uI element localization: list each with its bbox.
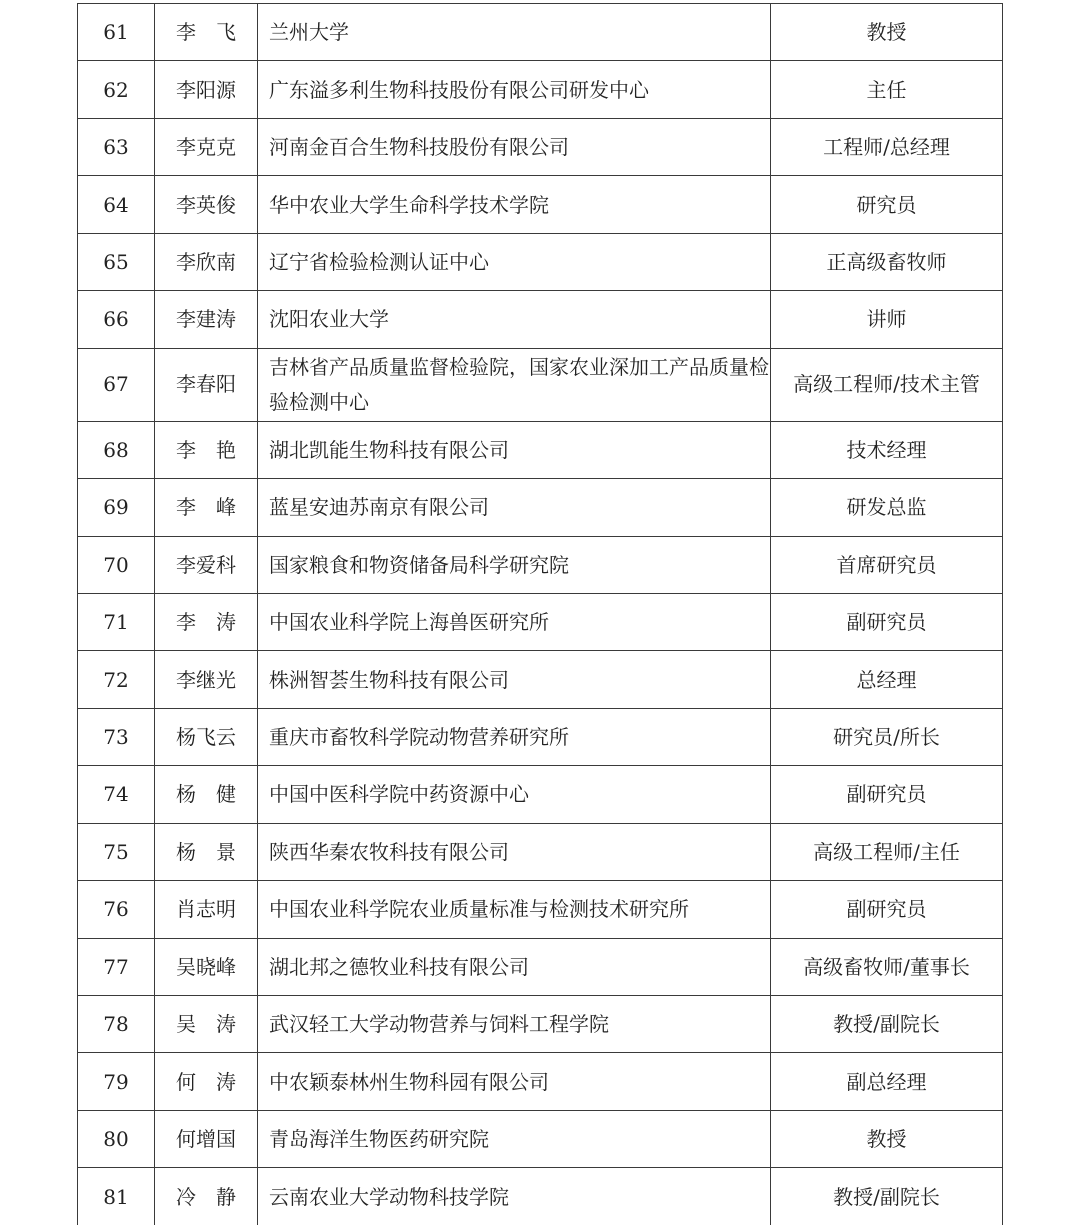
organization: 云南农业大学动物科技学院: [258, 1168, 771, 1225]
person-name: 何增国: [155, 1110, 258, 1167]
table-row: [78, 766, 1003, 823]
table-row: [78, 4, 1003, 61]
person-name: 李爱科: [155, 536, 258, 593]
table-row: [78, 708, 1003, 765]
row-number: 81: [78, 1168, 155, 1225]
organization: 湖北凯能生物科技有限公司: [258, 421, 771, 478]
person-name: 李 涛: [155, 593, 258, 650]
person-name: 吴晓峰: [155, 938, 258, 995]
roster-body: [78, 4, 1003, 1225]
row-number: 77: [78, 938, 155, 995]
job-title: 教授: [771, 1110, 1003, 1167]
table-row: [78, 1168, 1003, 1225]
job-title: 主任: [771, 61, 1003, 118]
row-number: 72: [78, 651, 155, 708]
job-title: 研发总监: [771, 479, 1003, 536]
row-number: 74: [78, 766, 155, 823]
person-name: 杨飞云: [155, 708, 258, 765]
organization: 湖北邦之德牧业科技有限公司: [258, 938, 771, 995]
row-number: 69: [78, 479, 155, 536]
table-row: [78, 291, 1003, 348]
person-name: 李继光: [155, 651, 258, 708]
table-row: [78, 881, 1003, 938]
row-number: 70: [78, 536, 155, 593]
organization: 河南金百合生物科技股份有限公司: [258, 118, 771, 175]
table-row: [78, 1053, 1003, 1110]
row-number: 79: [78, 1053, 155, 1110]
job-title: 教授: [771, 4, 1003, 61]
row-number: 65: [78, 233, 155, 290]
organization: 中国农业科学院上海兽医研究所: [258, 593, 771, 650]
person-name: 吴 涛: [155, 996, 258, 1053]
person-name: 李克克: [155, 118, 258, 175]
organization: 华中农业大学生命科学技术学院: [258, 176, 771, 233]
person-name: 冷 静: [155, 1168, 258, 1225]
job-title: 副总经理: [771, 1053, 1003, 1110]
row-number: 78: [78, 996, 155, 1053]
table-row: [78, 938, 1003, 995]
person-name: 李欣南: [155, 233, 258, 290]
job-title: 高级工程师/主任: [771, 823, 1003, 880]
row-number: 61: [78, 4, 155, 61]
table-row: [78, 176, 1003, 233]
organization: 重庆市畜牧科学院动物营养研究所: [258, 708, 771, 765]
person-name: 杨 景: [155, 823, 258, 880]
job-title: 研究员: [771, 176, 1003, 233]
organization: 武汉轻工大学动物营养与饲料工程学院: [258, 996, 771, 1053]
table-row: [78, 61, 1003, 118]
row-number: 68: [78, 421, 155, 478]
table-row: [78, 593, 1003, 650]
person-name: 杨 健: [155, 766, 258, 823]
person-name: 肖志明: [155, 881, 258, 938]
person-name: 李阳源: [155, 61, 258, 118]
row-number: 75: [78, 823, 155, 880]
job-title: 研究员/所长: [771, 708, 1003, 765]
organization: 辽宁省检验检测认证中心: [258, 233, 771, 290]
organization: 青岛海洋生物医药研究院: [258, 1110, 771, 1167]
job-title: 技术经理: [771, 421, 1003, 478]
table-row: [78, 479, 1003, 536]
job-title: 工程师/总经理: [771, 118, 1003, 175]
organization: 国家粮食和物资储备局科学研究院: [258, 536, 771, 593]
job-title: 副研究员: [771, 881, 1003, 938]
job-title: 正高级畜牧师: [771, 233, 1003, 290]
job-title: 教授/副院长: [771, 996, 1003, 1053]
organization: 中农颖泰林州生物科园有限公司: [258, 1053, 771, 1110]
person-name: 李建涛: [155, 291, 258, 348]
row-number: 62: [78, 61, 155, 118]
job-title: 高级工程师/技术主管: [771, 348, 1003, 421]
row-number: 73: [78, 708, 155, 765]
table-row: [78, 421, 1003, 478]
person-name: 何 涛: [155, 1053, 258, 1110]
table-row: [78, 348, 1003, 421]
person-name: 李英俊: [155, 176, 258, 233]
person-name: 李春阳: [155, 348, 258, 421]
expert-roster-table: [77, 3, 1003, 1225]
organization: 蓝星安迪苏南京有限公司: [258, 479, 771, 536]
row-number: 66: [78, 291, 155, 348]
job-title: 副研究员: [771, 766, 1003, 823]
job-title: 首席研究员: [771, 536, 1003, 593]
table-row: [78, 536, 1003, 593]
table-row: [78, 996, 1003, 1053]
row-number: 64: [78, 176, 155, 233]
row-number: 63: [78, 118, 155, 175]
job-title: 讲师: [771, 291, 1003, 348]
row-number: 80: [78, 1110, 155, 1167]
table-row: [78, 651, 1003, 708]
row-number: 76: [78, 881, 155, 938]
job-title: 总经理: [771, 651, 1003, 708]
person-name: 李 峰: [155, 479, 258, 536]
organization: 吉林省产品质量监督检验院，国家农业深加工产品质量检验检测中心: [258, 348, 771, 421]
organization: 陕西华秦农牧科技有限公司: [258, 823, 771, 880]
table-row: [78, 118, 1003, 175]
organization: 兰州大学: [258, 4, 771, 61]
table-row: [78, 823, 1003, 880]
job-title: 高级畜牧师/董事长: [771, 938, 1003, 995]
job-title: 副研究员: [771, 593, 1003, 650]
organization: 广东溢多利生物科技股份有限公司研发中心: [258, 61, 771, 118]
person-name: 李 艳: [155, 421, 258, 478]
person-name: 李 飞: [155, 4, 258, 61]
organization: 中国中医科学院中药资源中心: [258, 766, 771, 823]
row-number: 67: [78, 348, 155, 421]
job-title: 教授/副院长: [771, 1168, 1003, 1225]
row-number: 71: [78, 593, 155, 650]
organization: 中国农业科学院农业质量标准与检测技术研究所: [258, 881, 771, 938]
organization: 株洲智荟生物科技有限公司: [258, 651, 771, 708]
table-row: [78, 1110, 1003, 1167]
table-row: [78, 233, 1003, 290]
organization: 沈阳农业大学: [258, 291, 771, 348]
